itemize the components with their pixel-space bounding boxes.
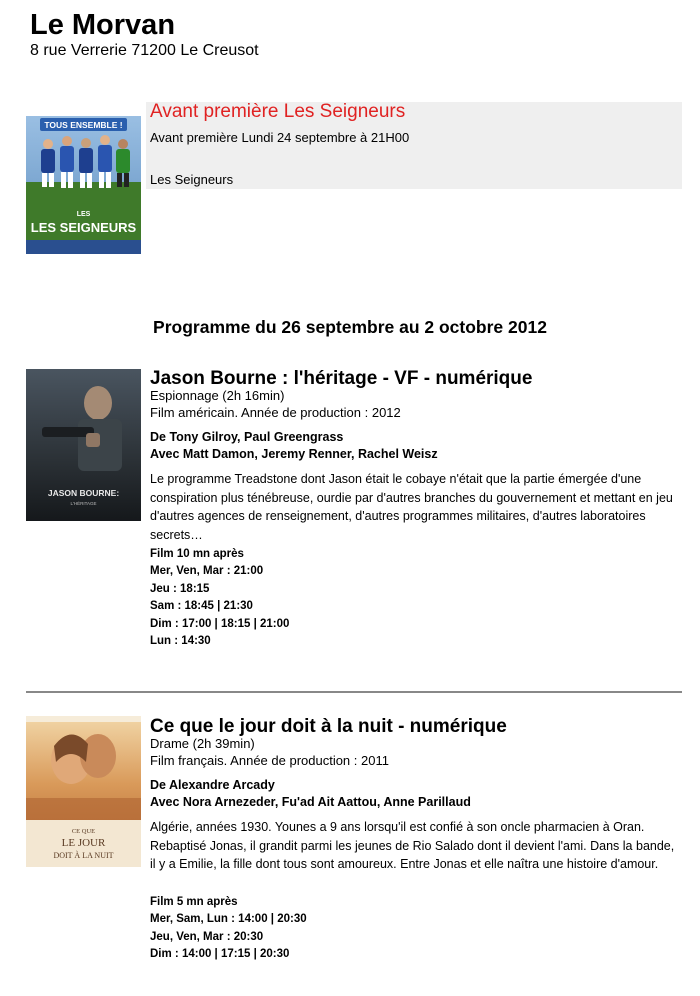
poster-line3: DOIT À LA NUIT — [53, 851, 114, 860]
poster-ce-que-le-jour[interactable] — [26, 716, 141, 867]
poster-line1: CE QUE — [71, 828, 96, 835]
poster-jason-bourne[interactable] — [26, 369, 141, 521]
cinema-name: Le Morvan — [30, 9, 176, 41]
poster-subtitle: L'HÉRITAGE — [70, 501, 97, 506]
showtimes — [150, 546, 289, 650]
poster-title: JASON BOURNE: — [47, 488, 120, 498]
showtime-line: Jeu, Ven, Mar : 20:30 — [150, 930, 264, 943]
poster-tagline: TOUS ENSEMBLE ! — [44, 120, 123, 130]
showtime-note: Film 10 mn après — [150, 548, 244, 560]
movie-cast: Avec Matt Damon, Jeremy Renner, Rachel Weisz — [150, 447, 438, 461]
showtime-line: Sam : 18:45 | 21:30 — [150, 600, 253, 613]
showtime-line: Dim : 17:00 | 18:15 | 21:00 — [150, 617, 290, 630]
programme-heading: Programme du 26 septembre au 2 octobre 2012 — [153, 317, 547, 337]
showtime-line: Jeu : 18:15 — [150, 582, 210, 595]
svg-text:LES: LES — [76, 211, 91, 218]
movie-origin: Film américain. Année de production : 2012 — [150, 405, 401, 420]
movie-origin: Film français. Année de production : 2011 — [150, 753, 389, 768]
movie-director: De Tony Gilroy, Paul Greengrass — [150, 430, 344, 444]
avant-premiere-film: Les Seigneurs — [150, 172, 234, 187]
movie-synopsis: Algérie, années 1930. Younes a 9 ans lorsqu'il est confié à son oncle pharmacien à Oran. Rebaptisé Jonas, il grandit parmi les jeunes de Rio Salado dont il devient l'ami. Dans la bande, il y a Emilie, la fille dont tous sont amoureux. Entre Jonas et elle naîtra une histoire d'amour. — [150, 820, 675, 872]
poster-les-seigneurs[interactable] — [26, 104, 141, 254]
movie-title[interactable]: Jason Bourne : l'héritage - VF - numérique — [150, 368, 533, 389]
showtime-note: Film 5 mn après — [150, 896, 238, 908]
avant-premiere-date: Avant première Lundi 24 septembre à 21H00 — [150, 130, 410, 145]
movie-title[interactable]: Ce que le jour doit à la nuit - numérique — [150, 716, 507, 737]
movie-cast: Avec Nora Arnezeder, Fu'ad Ait Aattou, Anne Parillaud — [150, 795, 471, 809]
poster-title: LES SEIGNEURS — [30, 220, 137, 235]
showtime-line: Mer, Sam, Lun : 14:00 | 20:30 — [150, 913, 307, 926]
showtime-line: Lun : 14:30 — [150, 635, 211, 648]
showtime-line: Dim : 14:00 | 17:15 | 20:30 — [150, 948, 290, 961]
poster-line2: LE JOUR — [61, 837, 106, 849]
avant-premiere-title[interactable]: Avant première Les Seigneurs — [150, 101, 406, 122]
movie-genre: Drame (2h 39min) — [150, 736, 255, 751]
section-divider — [26, 691, 682, 693]
cinema-address: 8 rue Verrerie 71200 Le Creusot — [30, 42, 259, 59]
showtimes — [150, 894, 307, 964]
movie-genre: Espionnage (2h 16min) — [150, 388, 285, 403]
movie-synopsis: Le programme Treadstone dont Jason était le cobaye n'était que la partie émergée d'une conspiration plus ténébreuse, ourdie par d'autres branches du gouvernement et mettant en jeu d'autres agences de renseignement, d'autres programmes militaires, d'autres laboratoires secrets… — [150, 472, 673, 542]
movie-director: De Alexandre Arcady — [150, 778, 275, 792]
showtime-line: Mer, Ven, Mar : 21:00 — [150, 565, 264, 578]
